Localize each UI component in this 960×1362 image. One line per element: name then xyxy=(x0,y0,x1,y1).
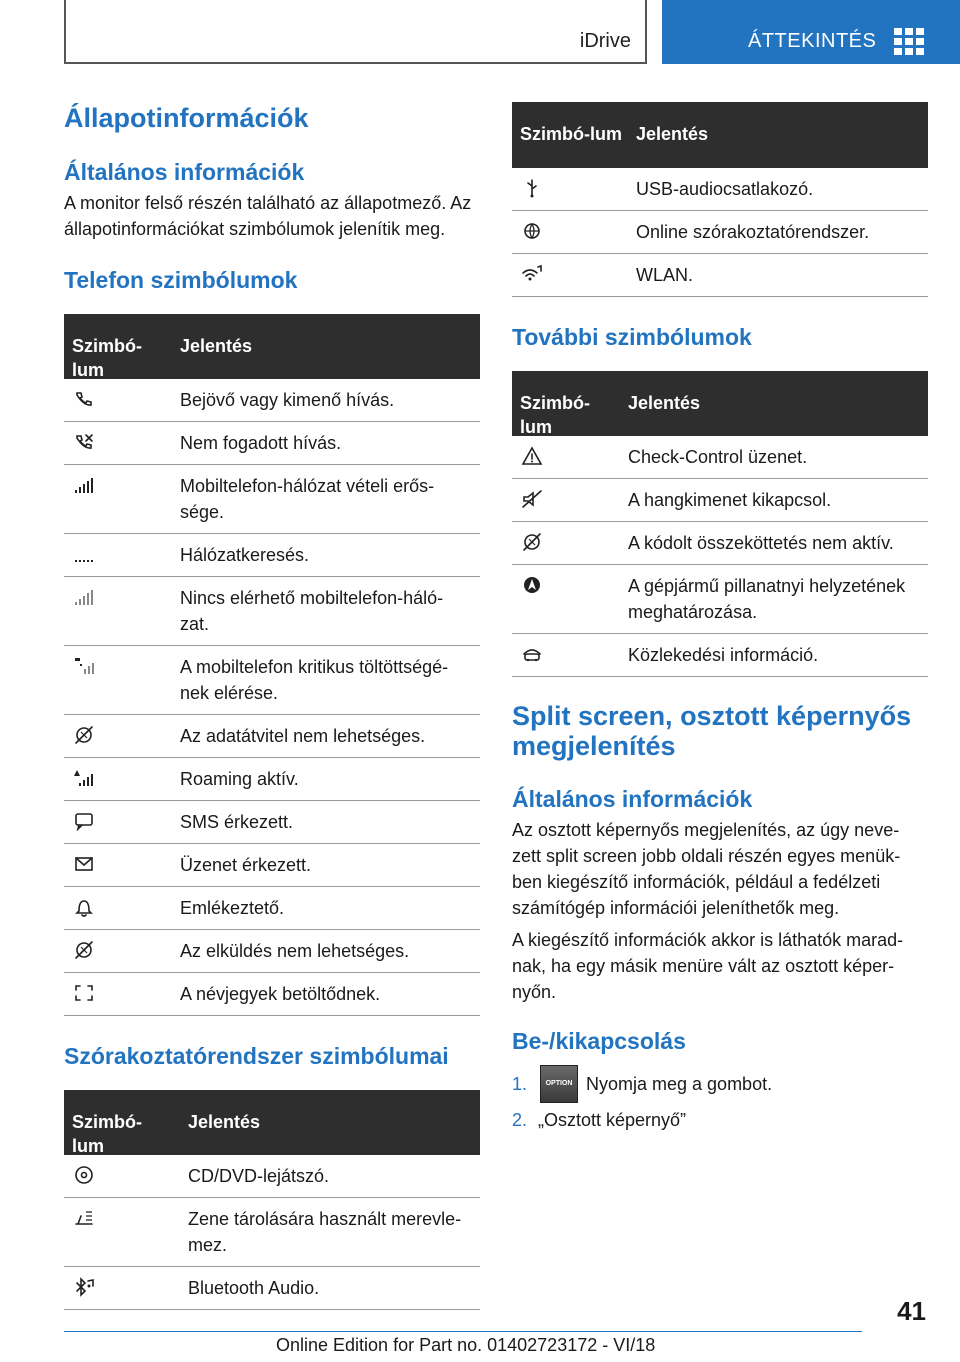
table-row xyxy=(512,436,928,479)
usb-icon xyxy=(512,168,628,210)
table-row xyxy=(512,254,928,297)
row-meaning: USB-audiocsatlakozó. xyxy=(636,179,814,199)
table-row xyxy=(64,715,480,758)
entertainment-table xyxy=(64,1090,480,1310)
row-meaning: A gépjármű pillanatnyi helyzetének meghatározása. xyxy=(628,576,906,622)
split-paragraph-2: A kiegészítő információk akkor is láthatók marad-nak, ha egy másik menüre vált az osztott képer-nyőn. xyxy=(512,930,904,1002)
low-battery-icon xyxy=(64,646,172,714)
table-row xyxy=(512,211,928,254)
row-meaning: A névjegyek betöltődnek. xyxy=(180,984,381,1004)
no-network-icon xyxy=(64,577,172,645)
table-row xyxy=(64,758,480,801)
left-column xyxy=(64,96,480,1310)
table-row xyxy=(64,801,480,844)
row-meaning: Nincs elérhető mobiltelefon-háló-zat. xyxy=(180,588,444,634)
step-number: 2. xyxy=(512,1110,528,1130)
sound-off-icon xyxy=(512,479,620,521)
table-row xyxy=(64,1155,480,1198)
data-disabled-icon xyxy=(64,715,172,757)
hard-disk-icon xyxy=(64,1198,180,1266)
header-app-label: iDrive xyxy=(579,30,631,52)
encrypted-off-icon xyxy=(512,522,620,564)
table-header xyxy=(512,102,928,168)
row-meaning: SMS érkezett. xyxy=(180,812,294,832)
row-meaning: Az elküldés nem lehetséges. xyxy=(180,941,410,961)
row-meaning: Bejövő vagy kimenő hívás. xyxy=(180,390,395,410)
mail-icon xyxy=(64,844,172,886)
step-item xyxy=(512,1107,928,1133)
table-header-symbol: Szimbó-lum xyxy=(520,124,622,144)
bell-icon xyxy=(64,887,172,929)
grid-menu-icon[interactable] xyxy=(894,28,924,54)
row-meaning: Az adatátvitel nem lehetséges. xyxy=(180,726,426,746)
general-heading: Általános információk xyxy=(64,159,305,185)
entertainment-table-continued xyxy=(512,102,928,297)
more-symbols-table xyxy=(512,371,928,677)
on-off-heading: Be-/kikapcsolás xyxy=(512,1028,686,1054)
table-row xyxy=(64,930,480,973)
row-meaning: Üzenet érkezett. xyxy=(180,855,312,875)
phone-symbols-table xyxy=(64,314,480,1016)
table-row xyxy=(64,973,480,1016)
contacts-loading-icon xyxy=(64,973,172,1015)
step-text: Nyomja meg a gombot. xyxy=(586,1074,773,1094)
row-meaning: Online szórakoztatórendszer. xyxy=(636,222,870,242)
option-button-icon: OPTION xyxy=(540,1065,578,1103)
page-title: Állapotinformációk xyxy=(64,103,309,133)
send-disabled-icon xyxy=(64,930,172,972)
row-meaning: A kódolt összeköttetés nem aktív. xyxy=(628,533,894,553)
row-meaning: Zene tárolására használt merevle-mez. xyxy=(188,1209,462,1255)
step-number: 1. xyxy=(512,1074,528,1094)
table-row xyxy=(512,634,928,677)
phone-call-icon xyxy=(64,379,172,421)
row-meaning: Hálózatkeresés. xyxy=(180,545,310,565)
general-text: A monitor felső részén található az állapotmező. Az állapotinformációkat szimbólumok jelenítik meg. xyxy=(64,193,472,239)
table-header xyxy=(64,1090,480,1155)
traffic-info-icon xyxy=(512,634,620,676)
table-row xyxy=(64,422,480,465)
location-arrow-icon xyxy=(512,565,620,633)
steps-list xyxy=(512,1065,928,1133)
table-row xyxy=(64,534,480,577)
table-header-meaning: Jelentés xyxy=(180,336,253,356)
table-row xyxy=(64,577,480,646)
row-meaning: WLAN. xyxy=(636,265,694,285)
header-left-box xyxy=(64,0,647,64)
table-header xyxy=(512,371,928,436)
row-meaning: A hangkimenet kikapcsol. xyxy=(628,490,832,510)
header-section-label: ÁTTEKINTÉS xyxy=(748,30,877,52)
header-section-tab[interactable] xyxy=(662,0,960,64)
disc-icon xyxy=(64,1155,180,1197)
footer-text: Online Edition for Part no. 01402723172 - VI/18 xyxy=(276,1335,656,1355)
entertainment-heading: Szórakoztatórendszer szimbólumai xyxy=(64,1043,449,1069)
network-search-icon xyxy=(64,534,172,576)
table-row xyxy=(64,379,480,422)
sms-icon xyxy=(64,801,172,843)
table-row xyxy=(64,844,480,887)
table-row xyxy=(64,1267,480,1310)
row-meaning: Roaming aktív. xyxy=(180,769,299,789)
row-meaning: Közlekedési információ. xyxy=(628,645,819,665)
table-row xyxy=(512,522,928,565)
page-number: 41 xyxy=(897,1296,926,1326)
table-row xyxy=(64,646,480,715)
table-header-meaning: Jelentés xyxy=(636,124,709,144)
row-meaning: Mobiltelefon-hálózat vételi erős-sége. xyxy=(180,476,435,522)
table-header-meaning: Jelentés xyxy=(628,393,701,413)
table-header-symbol: Szimbó-lum xyxy=(72,336,142,380)
roaming-icon xyxy=(64,758,172,800)
row-meaning: Nem fogadott hívás. xyxy=(180,433,342,453)
table-header xyxy=(64,314,480,379)
table-row xyxy=(64,1198,480,1267)
step-item xyxy=(512,1065,928,1103)
row-meaning: A mobiltelefon kritikus töltöttségé-nek elérése. xyxy=(180,657,449,703)
row-meaning: Emlékeztető. xyxy=(180,898,285,918)
split-paragraph-1: Az osztott képernyős megjelenítés, az úgy neve-zett split screen jobb oldali részén egyes menük-ben kiegészítő információk, például a fedélzeti számítógép információi jeleníthetők meg. xyxy=(512,820,901,918)
table-row xyxy=(512,565,928,634)
online-entertainment-icon xyxy=(512,211,628,253)
row-meaning: CD/DVD-lejátszó. xyxy=(188,1166,330,1186)
signal-strength-icon xyxy=(64,465,172,533)
wlan-icon xyxy=(512,254,628,296)
bluetooth-audio-icon xyxy=(64,1267,180,1309)
table-row xyxy=(512,168,928,211)
missed-call-icon xyxy=(64,422,172,464)
table-row xyxy=(512,479,928,522)
split-screen-heading: Split screen, osztott képernyős megjelenítés xyxy=(512,701,912,761)
row-meaning: Check-Control üzenet. xyxy=(628,447,808,467)
row-meaning: Bluetooth Audio. xyxy=(188,1278,320,1298)
phone-symbols-heading: Telefon szimbólumok xyxy=(64,267,298,293)
right-column xyxy=(512,102,928,1133)
table-header-symbol: Szimbó-lum xyxy=(520,393,590,437)
table-header-meaning: Jelentés xyxy=(188,1112,261,1132)
table-row xyxy=(64,465,480,534)
footer-divider xyxy=(64,1331,862,1332)
warning-triangle-icon xyxy=(512,436,620,478)
more-symbols-heading: További szimbólumok xyxy=(512,324,752,350)
table-header-symbol: Szimbó-lum xyxy=(72,1112,142,1156)
split-general-heading: Általános információk xyxy=(512,786,753,812)
table-row xyxy=(64,887,480,930)
step-text: „Osztott képernyő” xyxy=(538,1110,687,1130)
